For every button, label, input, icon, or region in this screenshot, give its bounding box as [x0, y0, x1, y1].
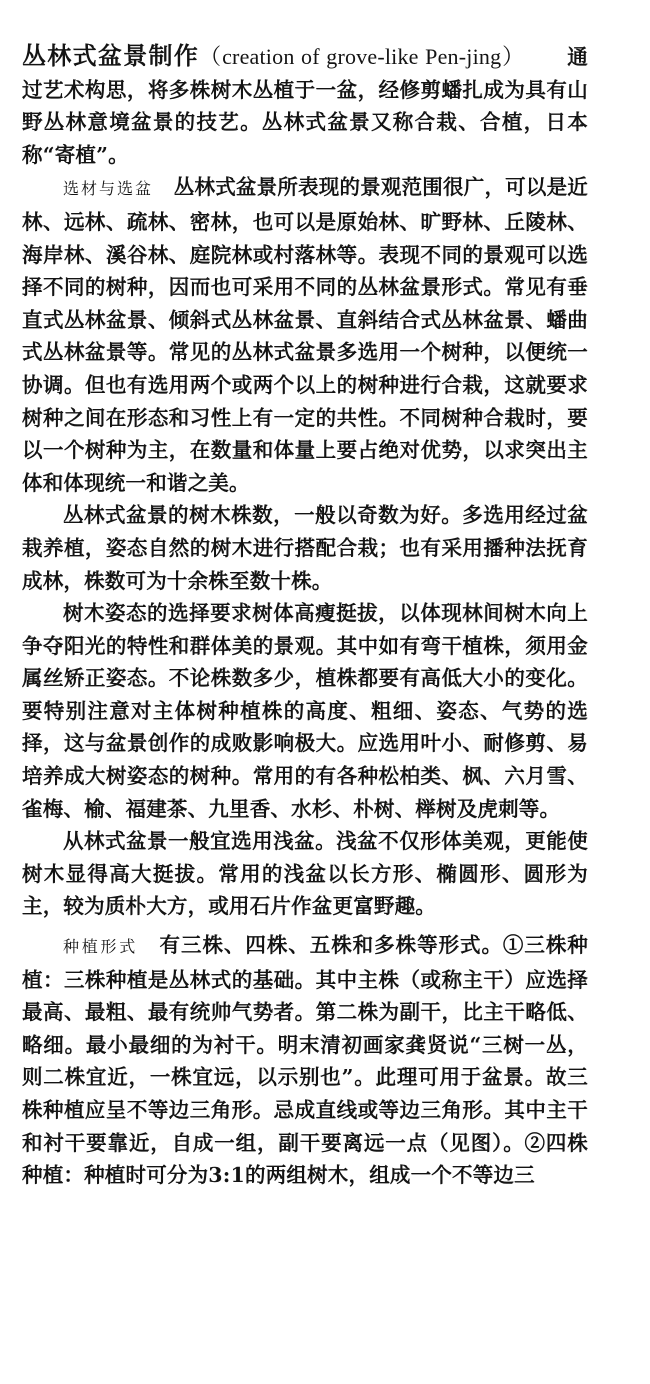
- entry-intro: [22, 40, 588, 171]
- paragraph-tree-posture: 树木姿态的选择要求树体高瘦挺拔，以体现林间树木向上争夺阳光的特性和群体美的景观。其中如有弯干植株，须用金属丝矫正姿态。不论株数多少，植株都要有高低大小的变化。要特别注意对主体树种植株的高度、粗细、姿态、气势的选择，这与盆景创作的成败影响极大。应选用叶小、耐修剪、易培养成大树姿态的树种。常用的有各种松柏类、枫、六月雪、雀梅、榆、福建茶、九里香、水杉、朴树、榉树及虎刺等。: [22, 601, 588, 821]
- section-text: 丛林式盆景所表现的景观范围很广，可以是近林、远林、疏林、密林，也可以是原始林、旷野林、丘陵林、海岸林、溪谷林、庭院林或村落林等。表现不同的景观可以选择不同的树种，因而也可采用不同的丛林盆景形式。常见有垂直式丛林盆景、倾斜式丛林盆景、直斜结合式丛林盆景、蟠曲式丛林盆景等。常见的丛林式盆景多选用一个树种，以便统一协调。但也有选用两个或两个以上的树种进行合栽，这就要求树种之间在形态和习性上有一定的共性。不同树种合栽时，要以一个树种为主，在数量和体量上要占绝对优势，以求突出主体和体现统一和谐之美。: [22, 175, 588, 495]
- entry-title-english: （creation of grove-like Pen-jing）: [199, 44, 526, 69]
- planting-text: 有三株、四株、五株和多株等形式。①三株种植：三株种植是丛林式的基础。其中主株（或称主干）应选择最高、最粗、最有统帅气势者。第二株为副干，比主干略低、略细。最小最细的为衬干。明末清初画家龚贤说“三树一丛，则二株宜近，一株宜远，以示别也”。此理可用于盆景。故三株种植应呈不等边三角形。忌成直线或等边三角形。其中主干和衬干要靠近，自成一组，副干要离远一点（见图）。②四株种植：种植时可分为3:1的两组树木，组成一个不等边三: [22, 933, 588, 1188]
- section-planting: [22, 929, 588, 1192]
- planting-subheading: 种植形式: [63, 937, 139, 957]
- section-materials: [22, 171, 588, 499]
- paragraph-pot-choice: 从林式盆景一般宜选用浅盆。浅盆不仅形体美观，更能使树木显得高大挺拔。常用的浅盆以长方形、椭圆形、圆形为主，较为质朴大方，或用石片作盆更富野趣。: [22, 829, 588, 919]
- entry-title: 丛林式盆景制作: [22, 42, 200, 70]
- section-subheading: 选材与选盆: [63, 179, 154, 199]
- entry-definition: 通过艺术构思，将多株树木丛植于一盆，经修剪蟠扎成为具有山野丛林意境盆景的技艺。丛林式盆景又称合栽、合植，日本称“寄植”。: [22, 45, 588, 167]
- encyclopedia-page: [22, 40, 588, 1192]
- paragraph-tree-count: 丛林式盆景的树木株数，一般以奇数为好。多选用经过盆栽养植，姿态自然的树木进行搭配合栽；也有采用播种法抚育成林，株数可为十余株至数十株。: [22, 503, 588, 593]
